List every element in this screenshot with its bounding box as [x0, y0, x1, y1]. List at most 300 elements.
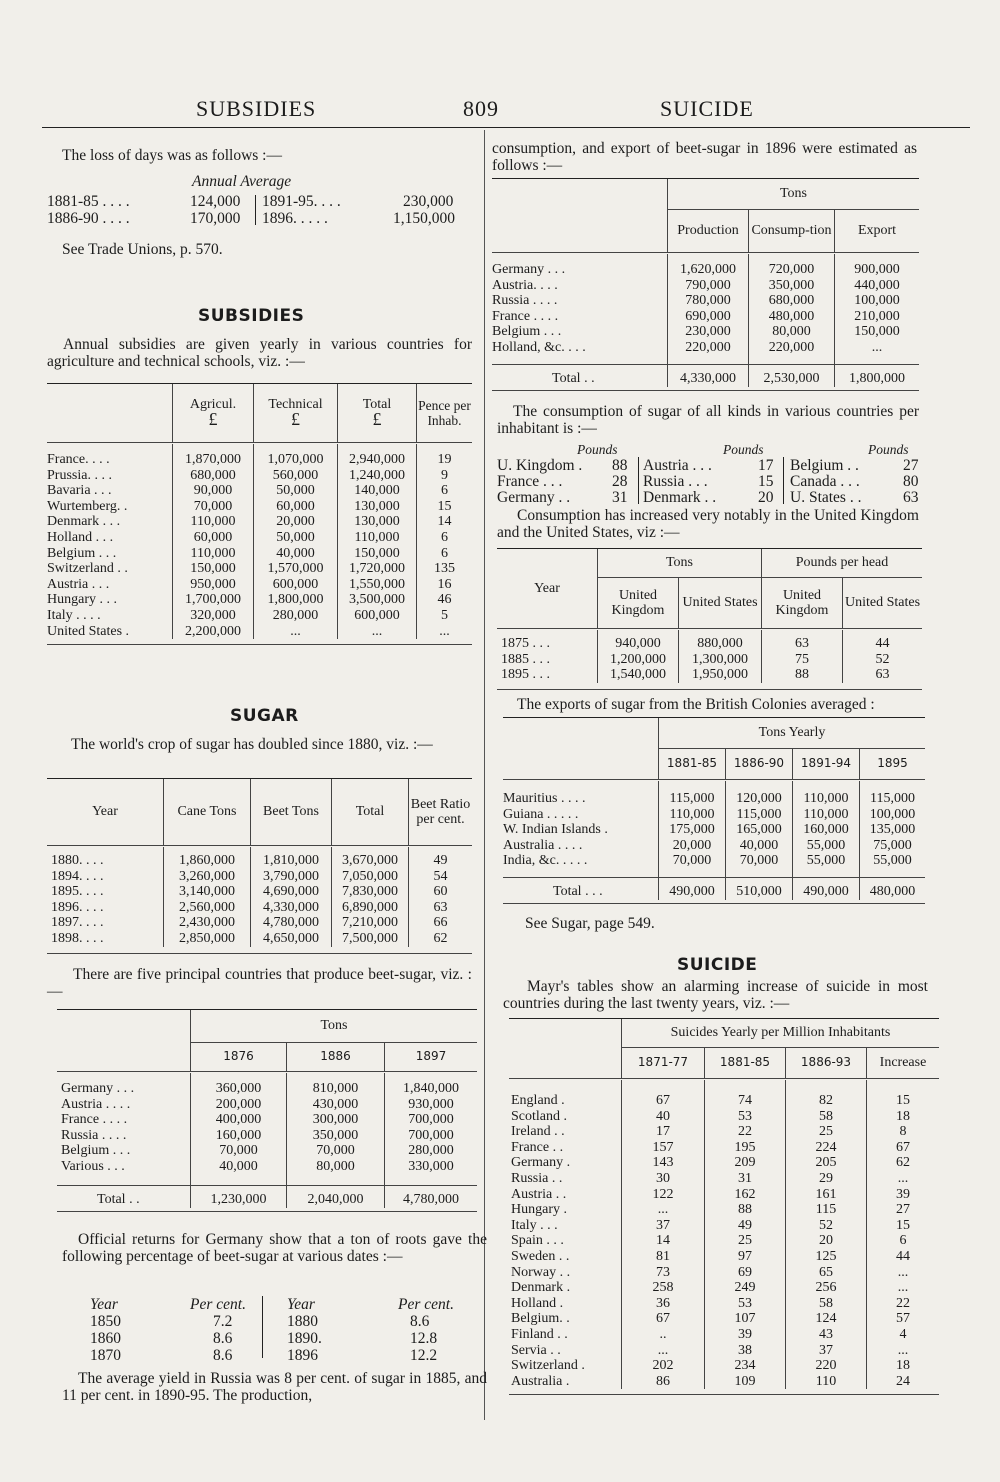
cell: 69	[705, 1265, 786, 1281]
row-label: Total . .	[57, 1185, 191, 1208]
row-label: Switzerland .	[511, 1358, 585, 1374]
row-label: United States .	[47, 623, 130, 639]
table-row	[509, 1374, 939, 1390]
cell: 280,000	[254, 608, 338, 624]
cell: 720,000	[749, 262, 835, 278]
table-row	[509, 1311, 939, 1327]
units-label: Pounds	[723, 442, 764, 457]
cell: 74	[705, 1093, 786, 1109]
row-label: 1895 . . .	[501, 667, 550, 683]
consumption-cell: Germany . .	[497, 489, 571, 506]
header-rule	[42, 127, 970, 128]
table-row	[47, 546, 472, 562]
cell: 480,000	[749, 309, 835, 325]
cell: 256	[786, 1280, 867, 1296]
cell: 700,000	[385, 1128, 478, 1144]
cell: 143	[622, 1155, 705, 1171]
cell: 4,690,000	[251, 884, 332, 900]
consumption-cell: U. States . .	[790, 489, 862, 506]
table-row	[492, 340, 919, 356]
table-row	[57, 1128, 477, 1144]
table-row	[503, 853, 925, 869]
year-header: 1886-93	[786, 1048, 867, 1079]
cell: 75,000	[860, 838, 926, 854]
cell: 175,000	[659, 822, 726, 838]
cell: 230,000	[668, 324, 749, 340]
pound-sign: £	[208, 409, 218, 429]
cell: 110,000	[793, 791, 860, 807]
year-header: 1891-94	[793, 749, 860, 780]
row-label: Ireland . .	[511, 1124, 565, 1140]
table-row	[509, 1171, 939, 1187]
cell: 20,000	[659, 838, 726, 854]
row-label: Germany .	[511, 1155, 571, 1171]
cell: 40	[622, 1109, 705, 1125]
cell: 600,000	[254, 577, 338, 593]
row-label: Germany . . .	[61, 1081, 135, 1097]
cell: 52	[786, 1218, 867, 1234]
cell: 115,000	[726, 807, 793, 823]
row-label: Various . . .	[61, 1159, 125, 1175]
table-row	[509, 1109, 939, 1125]
cell: 15	[867, 1218, 940, 1234]
cell: 14	[622, 1233, 705, 1249]
cell: 19	[417, 452, 473, 468]
row-label: Australia .	[511, 1373, 570, 1389]
cell: 5	[417, 608, 473, 624]
row-label: W. Indian Islands .	[503, 822, 608, 838]
cell: 1,240,000	[338, 468, 417, 484]
cell: 780,000	[668, 293, 749, 309]
cell: 2,430,000	[164, 915, 251, 931]
loss-value: 170,000	[190, 210, 241, 227]
cell: 2,850,000	[164, 931, 251, 947]
table-row	[509, 1280, 939, 1296]
col-header: Consump-tion	[749, 210, 835, 253]
cell: 60	[409, 884, 473, 900]
cell: 70,000	[659, 853, 726, 869]
cell: 20,000	[254, 514, 338, 530]
row-label: Austria. . . .	[492, 277, 558, 293]
table-row	[509, 1233, 939, 1249]
table-row	[47, 884, 472, 900]
cell: 7,830,000	[332, 884, 409, 900]
cell: 210,000	[835, 309, 920, 325]
table-row	[492, 262, 919, 278]
loss-value: 124,000	[190, 193, 241, 210]
table-row	[509, 1140, 939, 1156]
cell: 60,000	[254, 499, 338, 515]
page-number: 809	[463, 96, 499, 121]
cell: 86	[622, 1374, 705, 1390]
cell: 900,000	[835, 262, 920, 278]
cell: 4,330,000	[251, 900, 332, 916]
cell: 360,000	[191, 1081, 287, 1097]
cell: 55,000	[860, 853, 926, 869]
table-row	[492, 278, 919, 294]
cell: 1,860,000	[164, 853, 251, 869]
suicide-table	[509, 1018, 939, 1395]
exports-intro: The exports of sugar from the British Colonies averaged :	[517, 696, 875, 713]
consumption-cell: France . . .	[497, 473, 563, 490]
cell: ...	[867, 1265, 940, 1281]
cell: 140,000	[338, 483, 417, 499]
cell: 15	[867, 1093, 940, 1109]
row-label: Hungary .	[511, 1202, 567, 1218]
cell: 224	[786, 1140, 867, 1156]
subsidies-intro: Annual subsidies are given yearly in various countries for agriculture and technical schools, viz. :—	[47, 336, 472, 370]
units-label: Pounds	[868, 442, 909, 457]
cell: 39	[705, 1327, 786, 1343]
cell: 220	[786, 1358, 867, 1374]
table-row	[509, 1358, 939, 1374]
row-label: Denmark . . .	[47, 514, 121, 530]
row-label: India, &c. . . . .	[503, 853, 588, 869]
cell: 940,000	[598, 636, 679, 652]
col-header: Agricul.	[189, 396, 237, 412]
cell: 110,000	[659, 807, 726, 823]
cell: 115	[786, 1202, 867, 1218]
cell: 6,890,000	[332, 900, 409, 916]
cell: ...	[254, 624, 338, 640]
consumption-divider	[783, 457, 784, 504]
consumption-cell: 28	[612, 473, 628, 490]
beet-continuation: consumption, and export of beet-sugar in 1896 were estimated as follows :—	[492, 140, 917, 174]
cell: 44	[867, 1249, 940, 1265]
table-row	[492, 324, 919, 340]
cell: 37	[622, 1218, 705, 1234]
cell: 4,330,000	[668, 364, 749, 387]
section-title-sugar: SUGAR	[230, 706, 299, 726]
cell: 930,000	[385, 1097, 478, 1113]
pound-sign: £	[291, 409, 300, 429]
consumption-cell: 17	[758, 457, 774, 474]
cell: 63	[409, 900, 473, 916]
cell: 6	[417, 546, 473, 562]
row-label: France. . . .	[47, 452, 110, 468]
row-label: Norway . .	[511, 1264, 571, 1280]
row-label: Belgium . . .	[61, 1143, 131, 1159]
cell: 29	[786, 1171, 867, 1187]
cell: 3,790,000	[251, 869, 332, 885]
table-row	[47, 514, 472, 530]
row-label: 1885 . . .	[501, 651, 550, 667]
cell: 110,000	[793, 807, 860, 823]
running-head-right: SUICIDE	[660, 96, 754, 121]
cell: 1,200,000	[598, 652, 679, 668]
russia-yield-text: The average yield in Russia was 8 per cent. of sugar in 1885, and 11 per cent. in 1890-95. The production,	[62, 1370, 487, 1404]
cell: 130,000	[338, 514, 417, 530]
table-row	[509, 1343, 939, 1359]
cell: 125	[786, 1249, 867, 1265]
table-row	[47, 853, 472, 869]
cell: 130,000	[338, 499, 417, 515]
table-row	[509, 1265, 939, 1281]
cell: 67	[622, 1093, 705, 1109]
row-label: Austria . . . .	[61, 1096, 131, 1112]
cell: 31	[705, 1171, 786, 1187]
row-label: England .	[511, 1093, 565, 1109]
row-label: Bavaria . . .	[47, 483, 112, 499]
col-header: Pence per Inhab.	[417, 384, 473, 443]
row-label: Austria . . .	[47, 576, 110, 592]
germany-cell: 7.2	[213, 1313, 233, 1330]
row-label: Total . . .	[503, 877, 659, 900]
row-label: 1896. . . .	[51, 899, 104, 915]
cell: 1,800,000	[254, 592, 338, 608]
section-title-subsidies: SUBSIDIES	[198, 306, 305, 326]
exports-table	[503, 717, 925, 904]
row-label: Prussia. . . .	[47, 467, 112, 483]
cell: 62	[867, 1155, 940, 1171]
cell: 46	[417, 592, 473, 608]
cell: 9	[417, 468, 473, 484]
consumption-cell: U. Kingdom .	[497, 457, 583, 474]
col-header: United Kingdom	[598, 578, 679, 629]
group-header: Tons	[598, 549, 762, 578]
germany-cell: 1870	[90, 1347, 121, 1364]
cell: 100,000	[835, 293, 920, 309]
cell: 53	[705, 1109, 786, 1125]
cell: 24	[867, 1374, 940, 1390]
cell: 37	[786, 1343, 867, 1359]
germany-cell: 12.8	[410, 1330, 438, 1347]
five-countries-intro: There are five principal countries that produce beet-sugar, viz. :—	[47, 966, 472, 1000]
row-label: Italy . . . .	[47, 608, 101, 624]
cell: 320,000	[173, 608, 254, 624]
cell: 7,500,000	[332, 931, 409, 947]
table-row-total	[492, 364, 919, 387]
cell: 109	[705, 1374, 786, 1390]
row-label: Switzerland . .	[47, 561, 128, 577]
cell: 2,940,000	[338, 452, 417, 468]
germany-cell: 1850	[90, 1313, 121, 1330]
section-title-suicide: SUICIDE	[677, 955, 758, 975]
cell: 44	[843, 636, 923, 652]
cell: 2,530,000	[749, 364, 835, 387]
cell: 107	[705, 1311, 786, 1327]
col-header: Per cent.	[190, 1296, 246, 1313]
row-label: Denmark .	[511, 1280, 571, 1296]
cell: 4,780,000	[385, 1185, 478, 1208]
cell: 202	[622, 1358, 705, 1374]
table-row	[47, 900, 472, 916]
row-label: Spain . . .	[511, 1233, 564, 1249]
germany-intro: Official returns for Germany show that a ton of roots gave the following percentage of beet-sugar at various dates :—	[62, 1231, 487, 1265]
table-row	[57, 1159, 477, 1175]
cell: 40,000	[726, 838, 793, 854]
cell: 63	[843, 667, 923, 683]
consumption-divider	[638, 457, 639, 504]
germany-cell: 8.6	[410, 1313, 430, 1330]
cell: 57	[867, 1311, 940, 1327]
cell: 680,000	[173, 468, 254, 484]
row-label: Belgium . . .	[47, 545, 117, 561]
table-row	[497, 667, 922, 683]
cell: 40,000	[191, 1159, 287, 1175]
cell: 82	[786, 1093, 867, 1109]
cell: 150,000	[173, 561, 254, 577]
year-header: 1871-77	[622, 1048, 705, 1079]
subsidies-table	[47, 383, 472, 645]
table-row	[47, 577, 472, 593]
cell: 2,200,000	[173, 624, 254, 640]
row-label: Germany . . .	[492, 262, 566, 278]
row-label: 1898. . . .	[51, 931, 104, 947]
loss-divider	[255, 195, 256, 225]
cell: 67	[622, 1311, 705, 1327]
cell: 8	[867, 1124, 940, 1140]
cell: 160,000	[793, 822, 860, 838]
table-row	[47, 624, 472, 640]
cell: 124	[786, 1311, 867, 1327]
col-header: United States	[843, 578, 923, 629]
cell: 430,000	[287, 1097, 385, 1113]
cell: 162	[705, 1187, 786, 1203]
cell: 600,000	[338, 608, 417, 624]
cell: 161	[786, 1187, 867, 1203]
col-header: Export	[835, 210, 920, 253]
row-label: France . .	[511, 1139, 564, 1155]
row-label: Holland . . .	[47, 530, 114, 546]
cell: 1,070,000	[254, 452, 338, 468]
cell: 249	[705, 1280, 786, 1296]
cell: 1,840,000	[385, 1081, 478, 1097]
units-label: Pounds	[577, 442, 618, 457]
consumption-cell: 31	[612, 489, 628, 506]
consumption-cell: 88	[612, 457, 628, 474]
suicide-caption: Suicides Yearly per Million Inhabitants	[622, 1019, 940, 1048]
year-header: 1881-85	[659, 749, 726, 780]
cell: 81	[622, 1249, 705, 1265]
cell: 150,000	[835, 324, 920, 340]
cell: ...	[417, 624, 473, 640]
cell: 160,000	[191, 1128, 287, 1144]
consumption-cell: 27	[903, 457, 919, 474]
germany-cell: 12.2	[410, 1347, 438, 1364]
cell: 30	[622, 1171, 705, 1187]
table-row	[47, 499, 472, 515]
row-label: France . . . .	[492, 308, 559, 324]
consumption-cell: 20	[758, 489, 774, 506]
cell: 73	[622, 1265, 705, 1281]
col-header: Per cent.	[398, 1296, 454, 1313]
cell: 22	[705, 1124, 786, 1140]
cell: ..	[622, 1327, 705, 1343]
cell: 3,500,000	[338, 592, 417, 608]
germany-cell: 1860	[90, 1330, 121, 1347]
cell: 790,000	[668, 278, 749, 294]
table-row	[509, 1249, 939, 1265]
cell: 58	[786, 1296, 867, 1312]
cell: 88	[705, 1202, 786, 1218]
col-header: United States	[679, 578, 762, 629]
row-label: Russia . . . .	[492, 293, 558, 309]
cell: 7,050,000	[332, 869, 409, 885]
cell: 25	[786, 1124, 867, 1140]
table-row	[492, 309, 919, 325]
cell: 67	[867, 1140, 940, 1156]
cell: 205	[786, 1155, 867, 1171]
table-row	[47, 452, 472, 468]
cell: 22	[867, 1296, 940, 1312]
consumption-cell: 63	[903, 489, 919, 506]
table-row	[47, 915, 472, 931]
germany-cell: 1896	[287, 1347, 318, 1364]
loss-period: 1891-95. . . .	[262, 193, 341, 210]
cell: 53	[705, 1296, 786, 1312]
cell: 70,000	[191, 1143, 287, 1159]
cell: 54	[409, 869, 473, 885]
germany-cell: 8.6	[213, 1347, 233, 1364]
cell: 480,000	[860, 877, 926, 900]
col-header: Cane Tons	[164, 779, 251, 846]
row-label: 1895. . . .	[51, 884, 104, 900]
row-label: 1894. . . .	[51, 868, 104, 884]
cell: 7,210,000	[332, 915, 409, 931]
tons-caption: Tons	[668, 179, 920, 210]
row-label: Total . .	[492, 364, 668, 387]
col-header: Total	[332, 779, 409, 846]
row-label: Sweden . .	[511, 1249, 570, 1265]
cell: 209	[705, 1155, 786, 1171]
cell: 110,000	[173, 514, 254, 530]
cell: 43	[786, 1327, 867, 1343]
cell: 20	[786, 1233, 867, 1249]
loss-value: 1,150,000	[393, 210, 455, 227]
consumption-cell: 80	[903, 473, 919, 490]
cell: 220,000	[749, 340, 835, 356]
year-header: 1895	[860, 749, 926, 780]
cell: 70,000	[726, 853, 793, 869]
cell: 4,780,000	[251, 915, 332, 931]
cell: 75	[762, 652, 843, 668]
increase-intro: Consumption has increased very notably in the United Kingdom and the United States, viz :—	[497, 507, 919, 541]
cell: 135	[417, 561, 473, 577]
germany-divider	[262, 1296, 263, 1358]
row-label: Servia . .	[511, 1342, 561, 1358]
cell: 157	[622, 1140, 705, 1156]
cell: 15	[417, 499, 473, 515]
year-header: 1897	[385, 1043, 478, 1072]
pound-sign: £	[372, 409, 382, 429]
cell: 280,000	[385, 1143, 478, 1159]
cell: 350,000	[287, 1128, 385, 1144]
beet-production-table	[492, 178, 919, 391]
cell: 49	[705, 1218, 786, 1234]
table-row	[47, 592, 472, 608]
loss-period: 1896. . . . .	[262, 210, 328, 227]
cell: 122	[622, 1187, 705, 1203]
cell: 40,000	[254, 546, 338, 562]
consumption-cell: Denmark . .	[643, 489, 717, 506]
row-label: Belgium. .	[511, 1311, 570, 1327]
cell: 165,000	[726, 822, 793, 838]
cell: 1,720,000	[338, 561, 417, 577]
cell: 690,000	[668, 309, 749, 325]
five-countries-table	[57, 1009, 477, 1212]
year-header: 1881-85	[705, 1048, 786, 1079]
table-row	[509, 1202, 939, 1218]
consumption-cell: 15	[758, 473, 774, 490]
loss-see: See Trade Unions, p. 570.	[62, 241, 223, 258]
consumption-cell: Russia . . .	[643, 473, 708, 490]
loss-intro: The loss of days was as follows :—	[62, 147, 282, 164]
increase-table	[497, 548, 922, 690]
cell: 60,000	[173, 530, 254, 546]
row-label: 1880. . . .	[51, 853, 104, 869]
cell: 1,620,000	[668, 262, 749, 278]
